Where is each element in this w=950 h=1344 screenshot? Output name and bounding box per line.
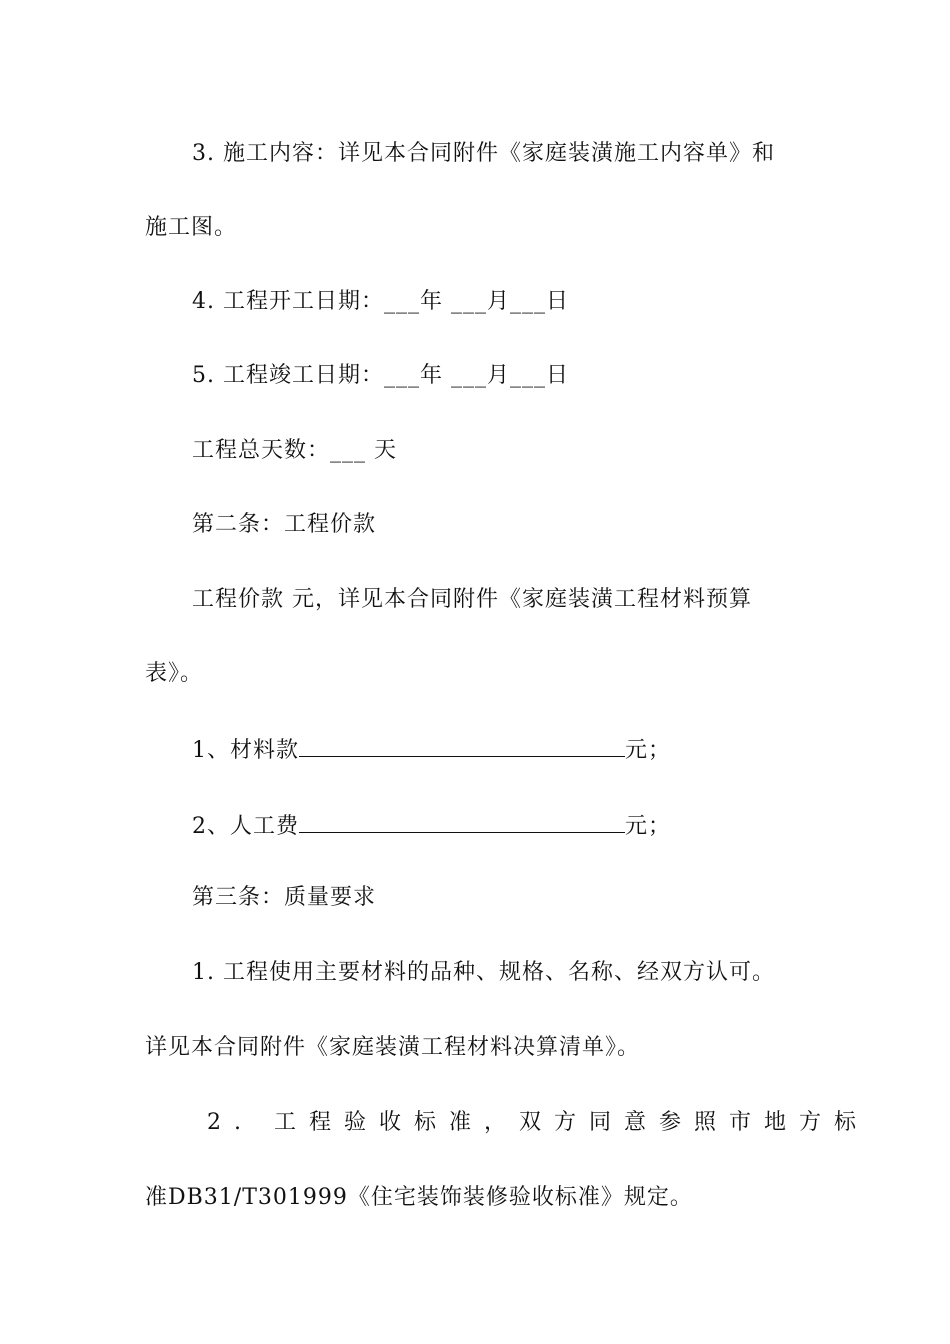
labor-fee-line — [192, 810, 805, 842]
material-fee-line — [192, 734, 805, 766]
article-2-heading: 第二条：工程价款 — [192, 512, 377, 537]
price-statement: 工程价款 元，详见本合同附件《家庭装潢工程材料预算 — [192, 587, 752, 612]
clause-4-start-date: 4. 工程开工日期：___年 ___月___日 — [192, 289, 569, 314]
material-fee-blank — [299, 734, 625, 757]
quality-item-1: 1. 工程使用主要材料的品种、规格、名称、经双方认可。 — [192, 960, 775, 985]
material-fee-label: 1、材料款 — [192, 738, 299, 763]
clause-3-construction-content: 3. 施工内容：详见本合同附件《家庭装潢施工内容单》和 — [192, 141, 775, 166]
quality-item-1-continuation: 详见本合同附件《家庭装潢工程材料决算清单》。 — [145, 1035, 641, 1060]
price-statement-continuation: 表》。 — [145, 661, 204, 686]
clause-3-continuation: 施工图。 — [145, 215, 238, 240]
quality-item-2-continuation: 准DB31/T301999《住宅装饰装修验收标准》规定。 — [145, 1185, 693, 1210]
total-days: 工程总天数：___ 天 — [192, 438, 397, 463]
labor-fee-unit: 元； — [625, 814, 672, 839]
article-3-heading: 第三条：质量要求 — [192, 885, 377, 910]
clause-5-completion-date: 5. 工程竣工日期：___年 ___月___日 — [192, 363, 569, 388]
labor-fee-label: 2、人工费 — [192, 814, 299, 839]
labor-fee-blank — [299, 810, 625, 833]
material-fee-unit: 元； — [625, 738, 672, 763]
quality-item-2: 2. 工程验收标准，双方同意参照市地方标 — [207, 1110, 869, 1135]
